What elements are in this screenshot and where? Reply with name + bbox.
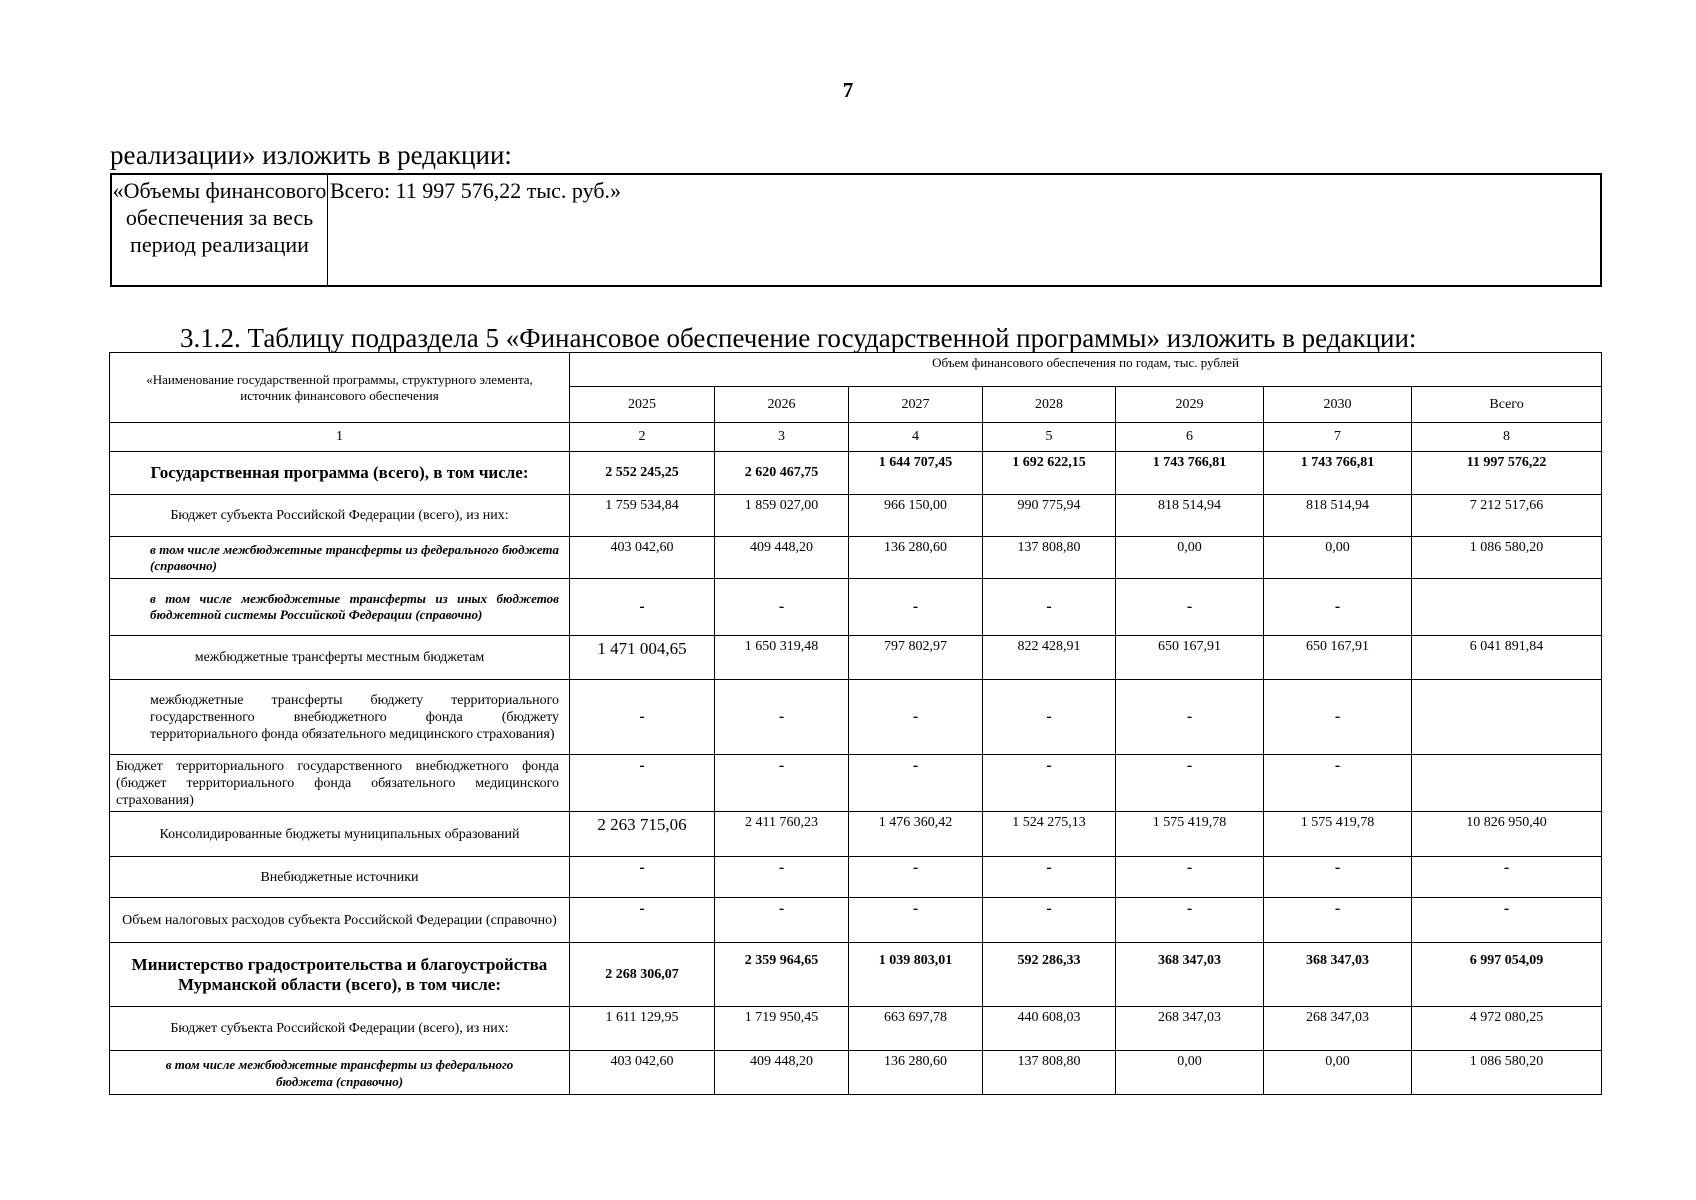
row-name: Министерство градостроительства и благоустройства Мурманской области (всего), в том числе: (110, 943, 570, 1007)
row-value: 1 611 129,95 (570, 1007, 715, 1051)
row-value: 2 620 467,75 (715, 452, 849, 495)
row-value: 0,00 (1116, 537, 1264, 579)
row-name: межбюджетные трансферты бюджету территориального государственного внебюджетного фонда (бюджету территориального фонда обязательного медицинского страхования) (110, 680, 570, 755)
row-value: 1 575 419,78 (1116, 812, 1264, 857)
row-value: 409 448,20 (715, 537, 849, 579)
table-row (110, 857, 1602, 898)
row-value: 1 743 766,81 (1264, 452, 1412, 495)
row-name: межбюджетные трансферты местным бюджетам (110, 636, 570, 680)
row-value: - (849, 898, 983, 943)
row-value: 0,00 (1116, 1051, 1264, 1095)
row-value: 818 514,94 (1116, 495, 1264, 537)
table-row (110, 1007, 1602, 1051)
row-value: 1 719 950,45 (715, 1007, 849, 1051)
row-value: - (715, 579, 849, 636)
row-value: - (715, 857, 849, 898)
row-value: - (1116, 680, 1264, 755)
year-header: 2027 (849, 387, 983, 423)
row-value: - (1116, 898, 1264, 943)
year-header: 2026 (715, 387, 849, 423)
page-number: 7 (842, 78, 854, 102)
section-title: 3.1.2. Таблицу подраздела 5 «Финансовое обеспечение государственной программы» изложить в редакции: (180, 323, 1417, 353)
intro-text: реализации» изложить в редакции: (110, 140, 512, 170)
row-value: 403 042,60 (570, 1051, 715, 1095)
summary-box (110, 173, 1602, 287)
financing-table (109, 352, 1602, 1095)
table-row (110, 812, 1602, 857)
row-value: 6 041 891,84 (1412, 636, 1602, 680)
row-value (1412, 755, 1602, 812)
row-value: 403 042,60 (570, 537, 715, 579)
summary-value: Всего: 11 997 576,22 тыс. руб.» (328, 174, 1602, 286)
row-value: 268 347,03 (1116, 1007, 1264, 1051)
row-value: 0,00 (1264, 1051, 1412, 1095)
column-index: 5 (983, 423, 1116, 452)
row-value: - (849, 755, 983, 812)
row-value: 822 428,91 (983, 636, 1116, 680)
row-value: - (1264, 898, 1412, 943)
table-row (110, 537, 1602, 579)
year-header: 2030 (1264, 387, 1412, 423)
row-value: - (983, 898, 1116, 943)
row-value: - (849, 857, 983, 898)
row-value (1412, 579, 1602, 636)
row-value: 1 471 004,65 (570, 636, 715, 680)
column-index: 2 (570, 423, 715, 452)
group-header: Объем финансового обеспечения по годам, тыс. рублей (570, 353, 1602, 387)
row-value: - (1264, 680, 1412, 755)
row-name: Консолидированные бюджеты муниципальных образований (110, 812, 570, 857)
row-value: 990 775,94 (983, 495, 1116, 537)
row-value: 6 997 054,09 (1412, 943, 1602, 1007)
summary-label: «Объемы финансового обеспечения за весь период реализации (111, 174, 328, 286)
row-value (1412, 680, 1602, 755)
table-row (110, 898, 1602, 943)
table-row (110, 755, 1602, 812)
row-value: - (983, 857, 1116, 898)
row-value: - (1264, 579, 1412, 636)
table-row (110, 495, 1602, 537)
row-value: 409 448,20 (715, 1051, 849, 1095)
row-value: - (715, 898, 849, 943)
row-value: 1 743 766,81 (1116, 452, 1264, 495)
row-value: 650 167,91 (1116, 636, 1264, 680)
table-row (110, 579, 1602, 636)
row-value: - (570, 857, 715, 898)
table-row (110, 1051, 1602, 1095)
row-value: 1 650 319,48 (715, 636, 849, 680)
row-value: 1 759 534,84 (570, 495, 715, 537)
column-index: 1 (110, 423, 570, 452)
row-name: в том числе межбюджетные трансферты из федерального бюджета (справочно) (110, 537, 570, 579)
row-value: - (1412, 857, 1602, 898)
row-value: 4 972 080,25 (1412, 1007, 1602, 1051)
row-value: 1 086 580,20 (1412, 537, 1602, 579)
row-value: 650 167,91 (1264, 636, 1412, 680)
column-index: 4 (849, 423, 983, 452)
name-header: «Наименование государственной программы, структурного элемента, источник финансового обеспечения (110, 353, 570, 423)
row-value: - (1116, 579, 1264, 636)
row-value: 797 802,97 (849, 636, 983, 680)
row-value: - (849, 680, 983, 755)
column-index: 8 (1412, 423, 1602, 452)
row-value: 1 476 360,42 (849, 812, 983, 857)
table-row (110, 636, 1602, 680)
row-value: - (570, 680, 715, 755)
row-value: 368 347,03 (1264, 943, 1412, 1007)
row-name: Бюджет субъекта Российской Федерации (всего), из них: (110, 495, 570, 537)
row-value: - (1412, 898, 1602, 943)
row-value: 2 411 760,23 (715, 812, 849, 857)
row-value: 268 347,03 (1264, 1007, 1412, 1051)
row-name: Бюджет территориального государственного внебюджетного фонда (бюджет территориального фонда обязательного медицинского страхования) (110, 755, 570, 812)
row-value: 2 359 964,65 (715, 943, 849, 1007)
row-value: 137 808,80 (983, 1051, 1116, 1095)
row-value: - (570, 755, 715, 812)
row-value: - (983, 579, 1116, 636)
row-value: 592 286,33 (983, 943, 1116, 1007)
column-index: 7 (1264, 423, 1412, 452)
row-value: 2 263 715,06 (570, 812, 715, 857)
row-value: 1 859 027,00 (715, 495, 849, 537)
row-name: Бюджет субъекта Российской Федерации (всего), из них: (110, 1007, 570, 1051)
row-name: в том числе межбюджетные трансферты из иных бюджетов бюджетной системы Российской Федерации (справочно) (110, 579, 570, 636)
row-value: - (570, 898, 715, 943)
row-value: - (849, 579, 983, 636)
row-value: 1 692 622,15 (983, 452, 1116, 495)
row-value: 137 808,80 (983, 537, 1116, 579)
row-value: 368 347,03 (1116, 943, 1264, 1007)
row-value: 1 039 803,01 (849, 943, 983, 1007)
row-value: - (570, 579, 715, 636)
row-value: 2 552 245,25 (570, 452, 715, 495)
row-value: 2 268 306,07 (570, 943, 715, 1007)
table-row (110, 452, 1602, 495)
row-value: - (983, 680, 1116, 755)
row-value: - (983, 755, 1116, 812)
year-header: 2029 (1116, 387, 1264, 423)
row-value: 966 150,00 (849, 495, 983, 537)
row-value: 0,00 (1264, 537, 1412, 579)
row-value: 818 514,94 (1264, 495, 1412, 537)
row-name: Внебюджетные источники (110, 857, 570, 898)
row-value: - (1116, 755, 1264, 812)
row-value: 1 644 707,45 (849, 452, 983, 495)
row-value: 11 997 576,22 (1412, 452, 1602, 495)
year-header: 2025 (570, 387, 715, 423)
row-value: - (715, 755, 849, 812)
table-row (110, 943, 1602, 1007)
row-value: 1 575 419,78 (1264, 812, 1412, 857)
row-value: - (1264, 857, 1412, 898)
row-value: 10 826 950,40 (1412, 812, 1602, 857)
column-index: 6 (1116, 423, 1264, 452)
row-value: - (1264, 755, 1412, 812)
row-value: 7 212 517,66 (1412, 495, 1602, 537)
row-value: 136 280,60 (849, 537, 983, 579)
row-name: Государственная программа (всего), в том числе: (110, 452, 570, 495)
total-header: Всего (1412, 387, 1602, 423)
row-value: 440 608,03 (983, 1007, 1116, 1051)
row-value: 1 524 275,13 (983, 812, 1116, 857)
row-value: 1 086 580,20 (1412, 1051, 1602, 1095)
row-name: в том числе межбюджетные трансферты из федерального бюджета (справочно) (110, 1051, 570, 1095)
row-name: Объем налоговых расходов субъекта Российской Федерации (справочно) (110, 898, 570, 943)
year-header: 2028 (983, 387, 1116, 423)
row-value: - (1116, 857, 1264, 898)
row-value: 136 280,60 (849, 1051, 983, 1095)
row-value: 663 697,78 (849, 1007, 983, 1051)
row-value: - (715, 680, 849, 755)
table-row (110, 680, 1602, 755)
column-index: 3 (715, 423, 849, 452)
